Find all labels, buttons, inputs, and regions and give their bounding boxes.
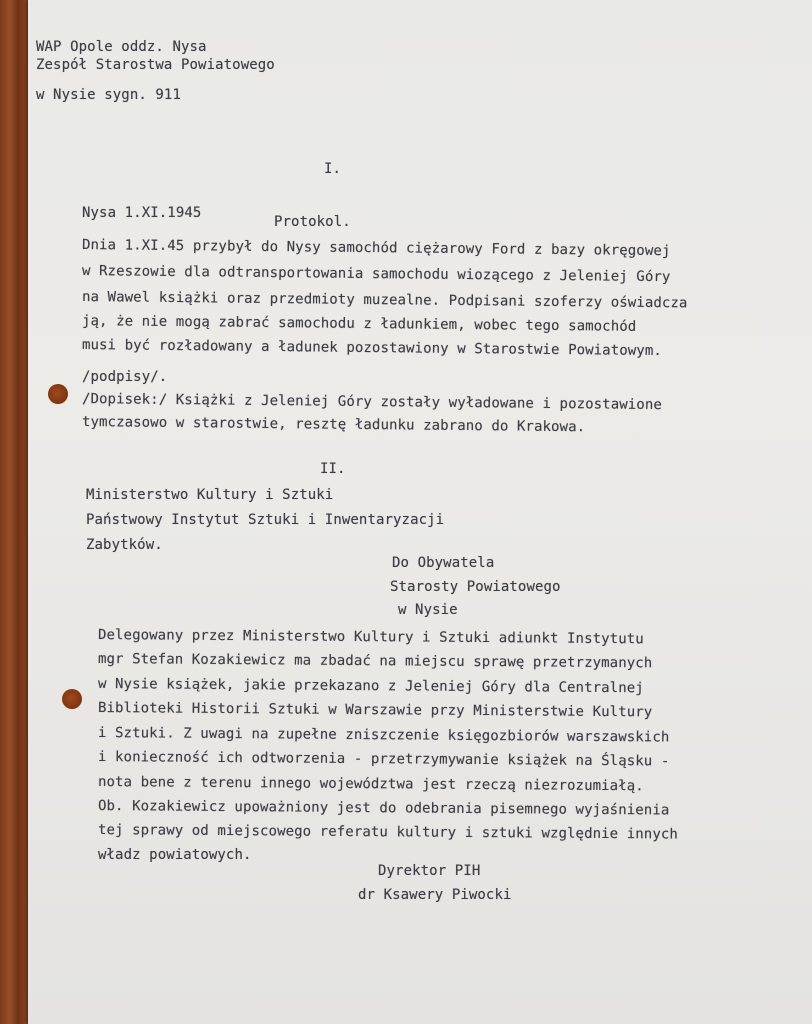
protocol-body-line: ją, że nie mogą zabrać samochodu z ładunkiem, wobec tego samochód (81, 313, 637, 335)
letter-body-line: tej sprawy od miejscowego referatu kultury i sztuki względnie innych (97, 822, 678, 843)
protocol-body-line: Dnia 1.XI.45 przybył do Nysy samochód ciężarowy Ford z bazy okręgowej (81, 237, 671, 260)
protocol-signatures: /podpisy/. (82, 369, 168, 385)
place-date: Nysa 1.XI.1945 (82, 205, 202, 221)
letter-body-line: i konieczność ich odtworzenia - przetrzymywanie książek na Śląsku - (97, 749, 670, 770)
recipient-line: w Nysie (398, 602, 458, 618)
section-number-two: II. (320, 461, 346, 477)
letter-body-line: Ob. Kozakiewicz upoważniony jest do odebrania pisemnego wyjaśnienia (97, 798, 670, 819)
recipient-line: Starosty Powiatowego (390, 579, 561, 595)
sender-line: Zabytków. (86, 537, 163, 553)
letter-body-line: władz powiatowych. (98, 847, 252, 863)
letter-body-line: mgr Stefan Kozakiewicz ma zbadać na miejscu sprawę przetrzymanych (97, 651, 653, 672)
sender-line: Ministerstwo Kultury i Sztuki (86, 487, 334, 503)
protocol-body-line: w Rzeszowie dla odtransportowania samochodu wiozącego z Jeleniej Góry (81, 263, 671, 286)
archive-header-line-2: Zespół Starostwa Powiatowego (36, 57, 275, 73)
sender-line: Państwowy Instytut Sztuki i Inwentaryzacji (86, 512, 445, 528)
protocol-note-line: /Dopisek:/ Książki z Jeleniej Góry zostały wyładowane i pozostawione (81, 391, 663, 414)
protocol-title: Protokol. (274, 214, 351, 230)
signature-name: dr Ksawery Piwocki (358, 887, 512, 903)
punch-hole-top (48, 384, 68, 404)
punch-hole-bottom (62, 689, 82, 709)
letter-body-line: w Nysie książek, jakie przekazano z Jeleniej Góry dla Centralnej (97, 676, 644, 697)
archive-header-line-3: w Nysie sygn. 911 (36, 87, 181, 103)
protocol-note-line: tymczasowo w starostwie, resztę ładunku zabrano do Krakowa. (81, 414, 586, 436)
protocol-body-line: musi być rozładowany a ładunek pozostawiony w Starostwie Powiatowym. (81, 337, 663, 360)
archive-header-line-1: WAP Opole oddz. Nysa (36, 39, 207, 55)
signature-title: Dyrektor PIH (378, 863, 481, 879)
section-number-one: I. (324, 161, 342, 177)
letter-body-line: nota bene z terenu innego województwa jest rzeczą niezrozumiałą. (97, 774, 644, 795)
document-page (28, 0, 812, 1024)
letter-body-line: i Sztuki. Z uwagi na zupełne zniszczenie księgozbiorów warszawskich (97, 725, 670, 746)
letter-body-line: Biblioteki Historii Sztuki w Warszawie przy Ministerstwie Kultury (97, 700, 653, 721)
recipient-line: Do Obywatela (392, 555, 495, 571)
protocol-body-line: na Wawel książki oraz przedmioty muzealne. Podpisani szoferzy oświadcza (81, 289, 688, 312)
letter-body-line: Delegowany przez Ministerstwo Kultury i Sztuki adiunkt Instytutu (97, 627, 644, 648)
